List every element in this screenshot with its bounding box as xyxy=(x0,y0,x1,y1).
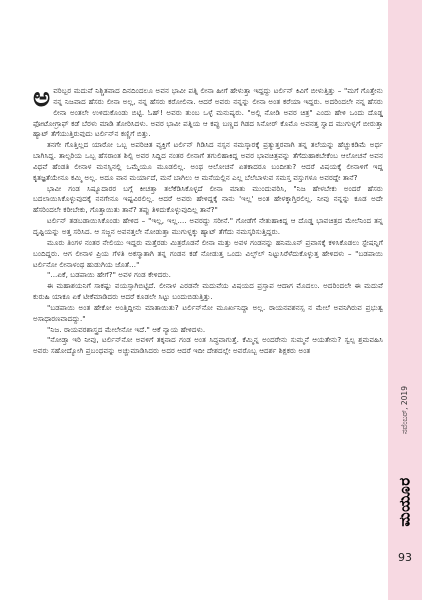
article-paragraph: ಮೂರು ತಿಂಗಳ ನಂತರ ನೇಲಿಯು ಇದ್ದರು ಮತ್ತೆರಡು ಮಿತ್ರರೊಡನೆ ಲೀನಾ ಮತ್ತು ಅವಳ ಗಂಡನನ್ನು ಹನಿಮೂನ್‌ ಪ್ರವಾಸಕ್ಕೆ ಕಳಿಸಿಕೊಡಲು ಸ್ಟೇಷನ್ನಿಗೆ ಬಂದಿದ್ದರು. ಆಗ ಲೀನಾಳ ಪ್ರಿಯ ಗೆಳತಿ ಅಕಸ್ಮಾತಾಗಿ ತನ್ನ ಗಂಡನ ಕಡೆ ನೋಡುತ್ತ ಒಂದು ವಿಲ್ಫ್‌ಲ್‌ ನಿಟ್ಟುಸಿರೆಳೆದುಕೊಳ್ಳುತ್ತ ಹೇಳಿದಳು – "ಬಡಪಾಯಿ ಟರ್ಲಿನೋ ಲೀನಾಳಂಥ ಹುಡುಗಿಯ ಜೊತೆ..." xyxy=(33,237,383,269)
article-body xyxy=(33,83,383,357)
article-paragraph: ತನಗೇ ಗೊತ್ತಿಲ್ಲದ ಯಾರೋ ಒಬ್ಬ ಅಪರಿಚಿತ ವ್ಯಕ್ತಿಗೆ ಟರ್ಲಿನ್‌ ಗಿಡಿಸಿದ ನಸ್ಸನ ನಮಸ್ಕಾರಕ್ಕೆ ಪ್ರತ್ಯುತ್ತರವಾಗಿ ತನ್ನ ತಲೆಯನ್ನು ಹೆಚ್ಚುಕಡಿಮೆ ಅರ್ಧ ಬಾಗಿಸಿದ್ದ. ತಾಲ್ಪರಿಯ ಒಬ್ಬ ಹೆಸರಾಂತ ಶಿಲ್ಪಿ ಅವರ ಸಿದ್ದಿದ ನಂತರ ಲೀನಾಗೆ ತಗುಲಿಹಾಕಿದ್ದ ಅವರ ಭಾವಚಿತ್ರವನ್ನು ತೆಗೆದುಹಾಕಬೇಕೆಂಬ ಆಲೋಚನೆ ಅವನ ವಿಧವೆ ಹೆಂಡತಿ ಲೀನಾಳ ಮನಸ್ಸಿನಲ್ಲಿ ಒಮ್ಮೆಯೂ ಮೂಡಲಿಲ್ಲ. ಅಂಥ ಆಲೋಚನೆ ಏತಕಾದರೂ ಬಂದೀತು? ಆದರೆ ವಿಷಯಕ್ಕೆ ಲೀನಾಳಿಗೆ ಇದ್ದ ಕೃತಜ್ಞತೆಯೇನೂ ಕಮ್ಮಿ ಅಲ್ಲ. ಅದೂ ವಾನ ಮರ್ಯಾದೆ, ಮನೆ ಬಾಗಿಲು ಆ ಮನೆಯಲ್ಲಿನ ಎಲ್ಲ ಬೆಲೆಬಾಳುವ ಸಮಸ್ತ ವಸ್ತುಗಳೂ ಅವರದ್ದೇ ತಾನೆ? xyxy=(33,140,383,182)
article-paragraph: ಈ ಮಹಾಶಯನಿಗೆ ಸಾಕಷ್ಟು ವಯಸ್ಸಾಗಿಬಿಟ್ಟಿದೆ. ಲೀನಾಳ ಎರಡನೇ ಮದುವೆಯ ವಿಷಯದ ಪ್ರಸ್ತಾಪ ಆದಾಗ ಮೊದಲು. ಅದರಿಂದಲೇ ಈ ಮದುವೆ ಕುರುಹಿ ಯಾಕೂ ಏಕೆ ಟೀಕೆಮಾಡಿದರು ಆದರೆ ಕೂಡಲೇ ಸಿಟ್ಟು ಬಂದುಬಿಡುತ್ತಿತ್ತು. xyxy=(33,281,383,302)
issue-date-label: ನವೆಂಬರ್‌, 2019 xyxy=(400,386,409,434)
magazine-logo xyxy=(394,462,416,542)
article-paragraph: "ಬಡಪಾಯಿ ಅಂತ ಹೇಕೋ ಅಂತ್ತಿದ್ದೀನು ಮಾತಾಯಿತು? ಟರ್ಲಿನ್‌ನೋ ಮೂರ್ಖನಿದ್ದಾ ಅಲ್ಲ. ರಾಯನವಶನಸ್ಸ ನ ಮೇಲೆ ಅವನಿಗಿರುವ ಪ್ರಭುತ್ವ ಅಸಾಧಾರಣವಾದದ್ದು." xyxy=(33,302,383,323)
drop-cap: ಅ xyxy=(33,83,51,113)
page-number: 93 xyxy=(398,551,412,564)
article-paragraph: ಭಾವೀ ಗಂಡ ಸಿಷ್ಯೂದಾರರ ಬಗ್ಗೆ ಕೀಚತ್ತಾ ತಲೆಕೆಡಿಸಿಕೊಳ್ಳದೆ ಲೀನಾ ಮಾತು ಮುಂದುವರಿಸಿ, "ನಿಜ ಹೇಳಬೇಕು ಅಂದರೆ ಹೆಸರು ಬದಲಾಯಿಸಿಕೊಳ್ಳುವುದಕ್ಕೆ ನನಗೇನೂ ಇಷ್ಟವಿರಲಿಲ್ಲ. ಆದರೆ ಅವರು ಹೇಳಿದ್ದಕ್ಕೆ ನಾನು 'ಇಲ್ಲ' ಅಂತ ಹೇಳಕ್ಕಾಗ್ತಿರಲಿಲ್ಲ. ನೀವು ನನ್ನನ್ನು ಕೂಡ ಅದೇ ಹೆಸರಿಂದಲೇ ಕರೀಬೇಕು, ಗೊತ್ತಾಯಿತು ತಾನೆ? ತಪ್ಪು ತಿಳಿದುಕೊಳ್ಳುವುದಿಲ್ಲ ತಾನೆ?" xyxy=(33,183,383,215)
magazine-title: ಮಯೂರ xyxy=(396,477,414,527)
article-paragraph: "ನೋಡ್ತಾ ಇರಿ ನೀವು, ಟರ್ಲಿನ್‌ನೋ ಅವಳಿಗೆ ತಕ್ಕನಾದ ಗಂಡ ಅಂತ ಸಿದ್ಧವಾಗುತ್ತೆ. ಕೆಮ್ಮಿನ್ನ ಅಂದರೇನು ಸುಮ್ಮನೆ ಆಯತೇನು? ಸ್ವಲ್ಪ ಶ್ರಮವಹಿಸಿ ಅವರು ಸಹೋದ್ಯೋಗಿ ಪ್ರಬಂಧವನ್ನು ಅಚ್ಚುಮಾಡಿಸಿದರು ಅದರ ಆದರೆ ಇದೀ ದೇಶದಲ್ಲೇ ಅವರೊಬ್ಬ ಆದರ್ಶ ಶಿಕ್ಷಕರು ಅಂತ xyxy=(33,335,383,356)
article-paragraph: "ನಿಜ. ರಾಯವರಶಾಸ್ತ್ರದ ಮೇಲೇನೋ ಇದೆ." ಆಕೆ ನ್ಯಾಯ ಹೇಳಿದಳು. xyxy=(47,324,206,334)
article-paragraph: ಟರ್ಲಿನ್‌ ತಡಬಡಾಯಿಸಿಕೊಂಡು ಹೇಳಿದ – "ಇಲ್ಲ, ಇಲ್ಲ.... ಅವರದ್ದು ಸರೀನೆ." ಗೋಡೆಗೆ ನೇತುಹಾಕಿದ್ದ ಆ ದೊಡ್ಡ ಭಾವಚಿತ್ರದ ಮೇಲೆನಿಂದ ತನ್ನ ದೃಷ್ಟಿಯನ್ನು ಅತ್ತ ಸರಿಸಿದ. ಆ ಸಜ್ಜನ ಅವನತ್ತಲೇ ನೋಡುತ್ತಾ ಮುಗುಳ್ನಕ್ಕು ಹ್ಯಾಟ್‌ ತೆಗೆದು ನಮಸ್ಕರಿಸುತ್ತಿದ್ದರು. xyxy=(33,216,383,236)
issue-date xyxy=(394,360,416,460)
article-paragraph: "...ಏಕೆ, ಬಡಪಾಯಿ ಹೇಗೆ?" ಅವಳ ಗಂಡ ಕೇಳಿದರು. xyxy=(47,270,171,280)
paragraph-text: ವರಿಬ್ಬರ ಮದುವೆ ನಿಶ್ಚಿತವಾದ ದಿನದಿಂದಲೂ ಅವನ ಭಾವೀ ಪತ್ನಿ ಲೀನಾ ಹೀಗೆ ಹೇಳುತ್ತಾ ಇದ್ದದ್ದು ಟರ್ಲಿನ್‌ ಕಿವಿಗೆ ಬೀಳುತ್ತಿತ್ತು – "ಮಗೆ ಗೊತ್ತೇನು ನನ್ನ ನಿಜವಾದ ಹೆಸರು ಲೀನಾ ಅಲ್ಲ, ನನ್ನ ಹೆಸರು ಕರೋಲಿನಾ. ಆದರೆ ಅವರು ನನ್ನನ್ನು ಲೀನಾ ಅಂತ ಕರೆಯಾ ಇದ್ದರು. ಅದರಿಂದಲೇ ನನ್ನ ಹೆಸರು ಲೀನಾ ಅಂತಲೇ ಉಳಿದುಕೊಂಡು ಬಿಟ್ಟಿ. ಓಹ್‌! ಅವರು ತುಂಬ ಒಳ್ಳೆ ಮನುಷ್ಯರು. "ಅಲ್ಲಿ ನೋಡಿ ಅವರ ಚಿತ್ರ" ಎಂದು ಹೇಳಿ ಒಂದು ದೊಡ್ಡ ಫೋಟೋಗ್ರಾಫ್‌ ಕಡೆ ಬೆರಳು ಮಾಡಿ ತೋರಿಸಿದಳು. ಅವರ ಭಾವೀ ಪತ್ನಿಯ ಆ ಕಪ್ಪು ಬಣ್ಣದ ಗಿಡದ ಸಿನೋರ್‌ ಕೊಮೊ ಅವನತ್ತ ಸ್ವಾದ ಮುಗುಳ್ನಗೆ ಬೀರುತ್ತಾ ಹ್ಯಾಟ್‌ ತೆಗೆಯುತ್ತಿರುವುದು ಟರ್ಲಿನ್‌ನ ಕಣ್ಣಿಗೆ ಬಿತ್ತು. xyxy=(33,86,383,139)
article-paragraph xyxy=(33,83,383,140)
